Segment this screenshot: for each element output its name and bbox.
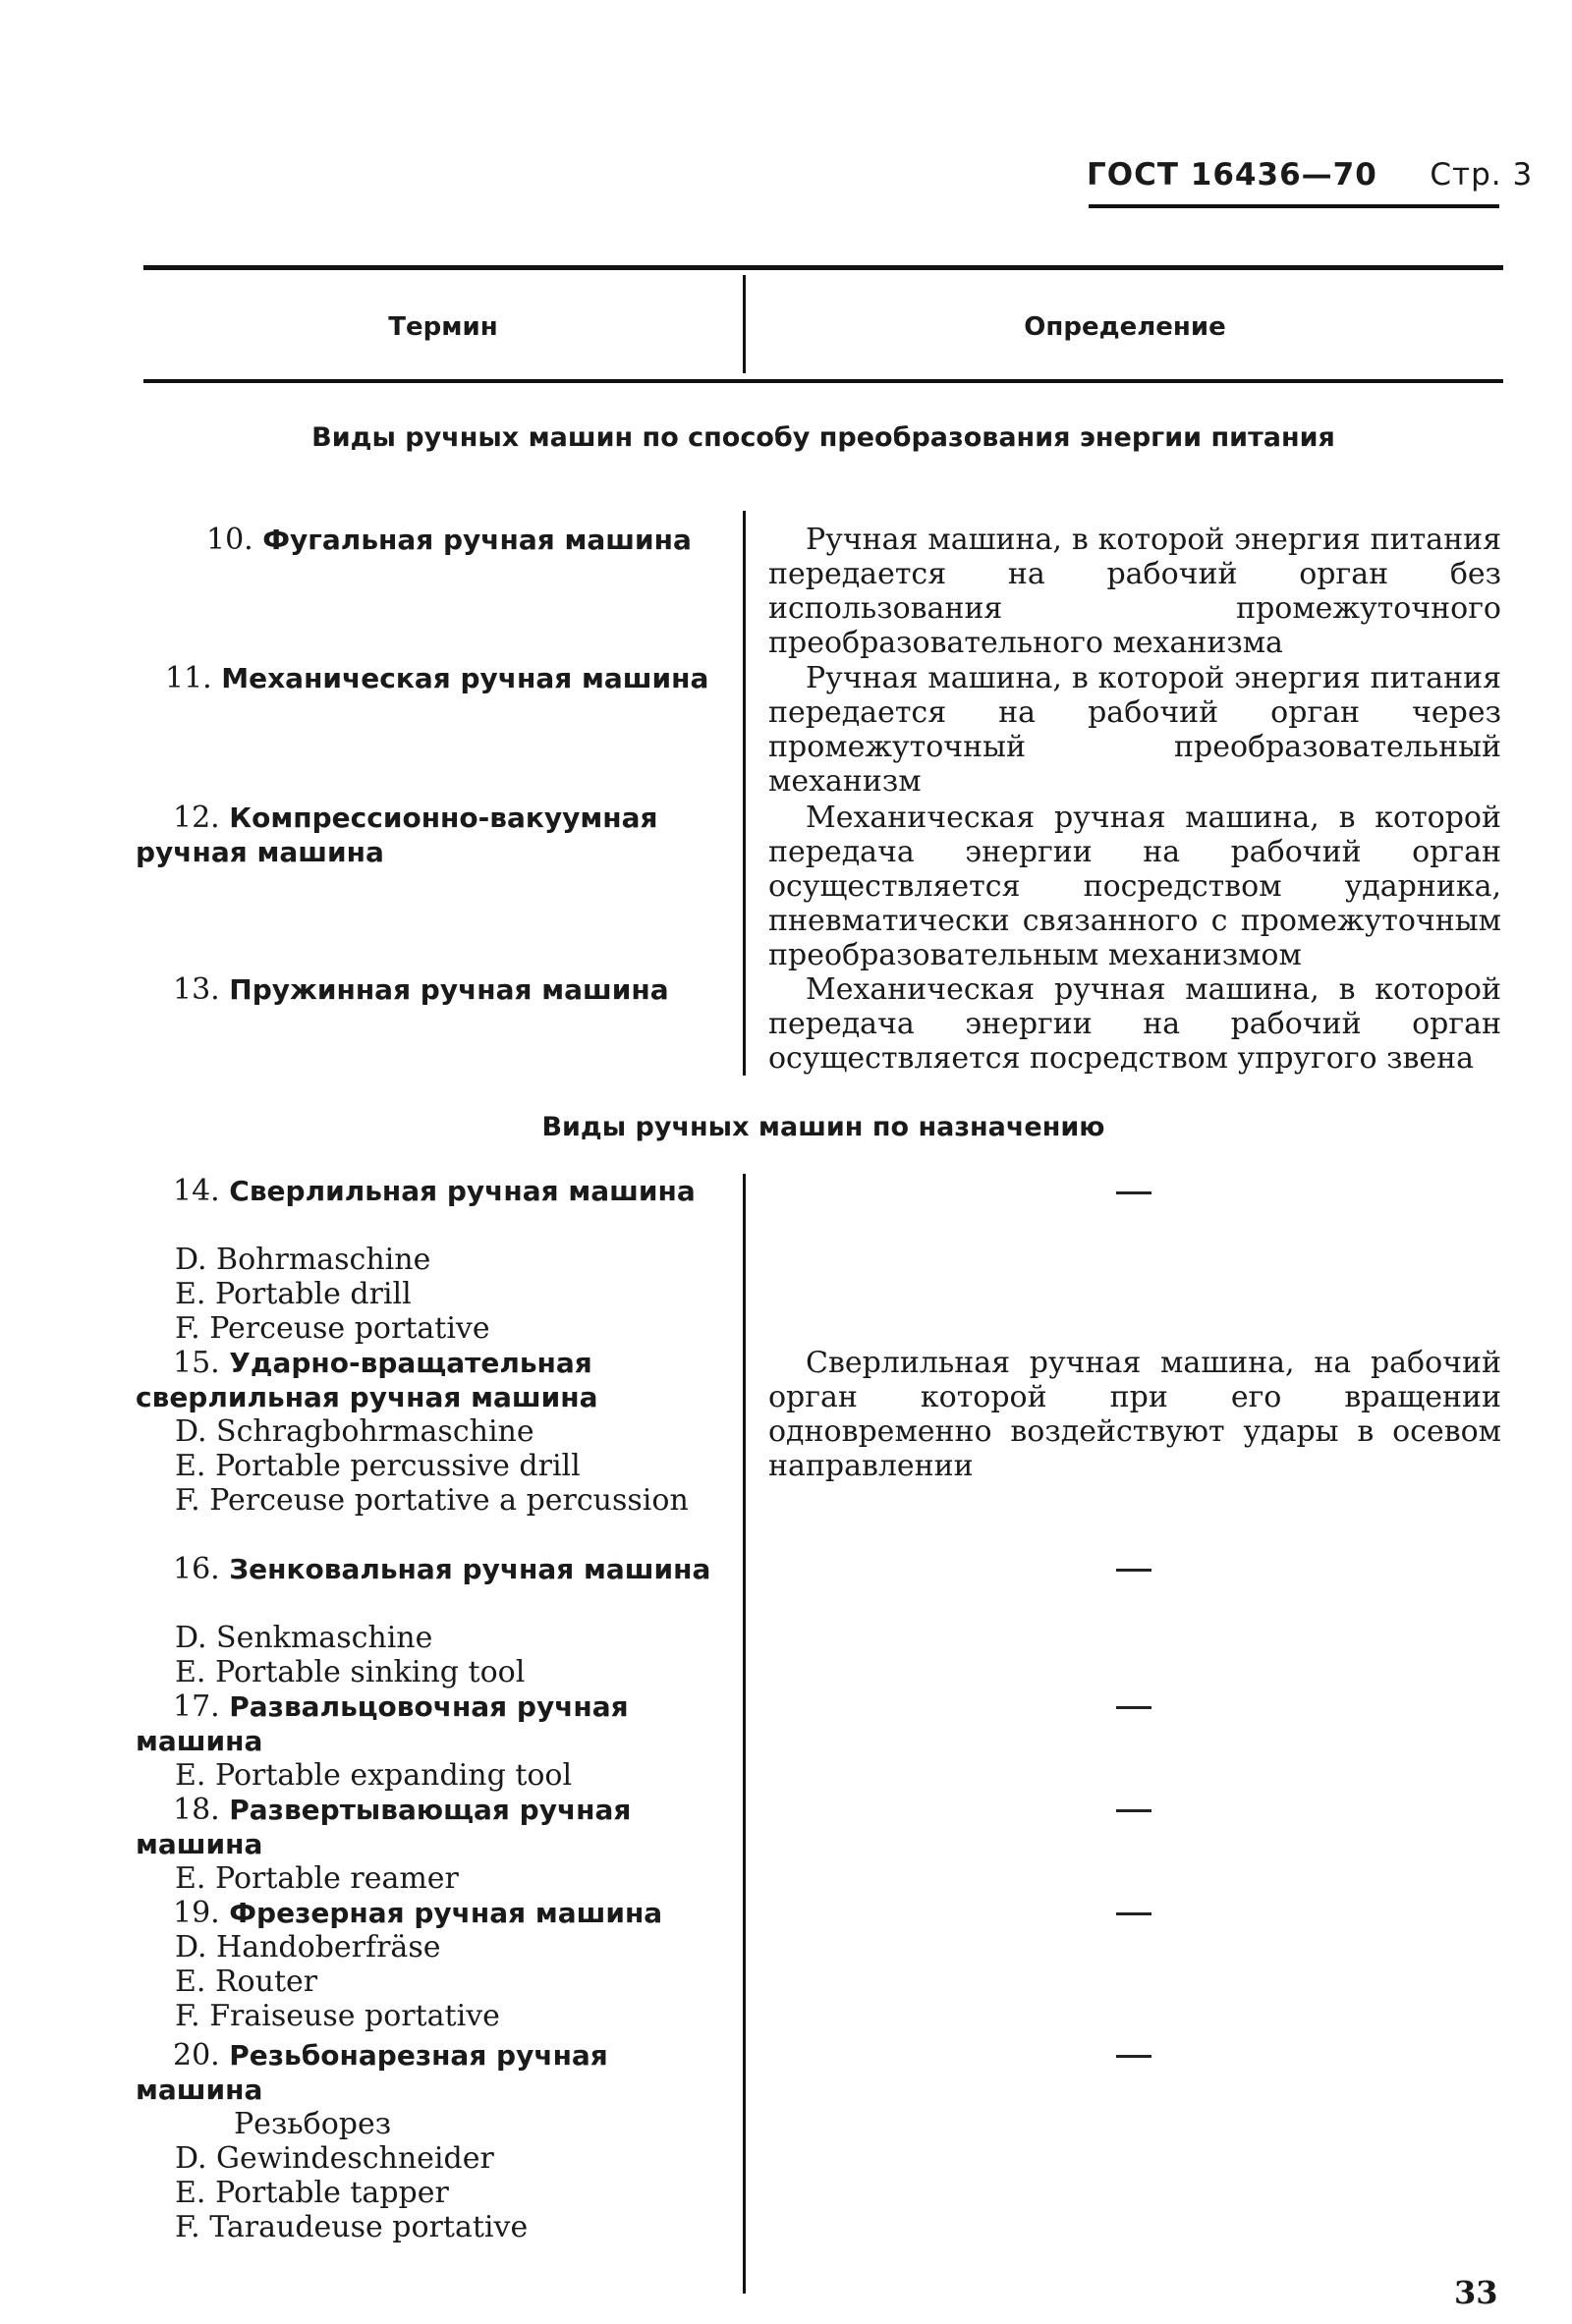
page-label: Стр. 3 [1430, 157, 1534, 193]
term-name: Ударно-вращательная сверлильная ручная машина [136, 1347, 598, 1413]
term-synonym: Резьборез [234, 2107, 392, 2141]
foreign-equivalent: D. Handoberfräse [175, 1930, 441, 1964]
column-divider [743, 1174, 746, 2294]
term-19 [136, 1896, 713, 1930]
term-name: Зенковальная ручная машина [229, 1553, 711, 1585]
term-10 [136, 523, 713, 557]
term-number: 18. [173, 1793, 220, 1827]
no-definition-dash [1116, 1706, 1151, 1709]
foreign-equivalent: D. Schragbohrmaschine [175, 1414, 534, 1449]
term-13 [136, 972, 713, 1007]
section-title: Виды ручных машин по способу преобразования энергии питания [311, 422, 1335, 453]
term-number: 14. [173, 1174, 220, 1208]
term-19-foreign [136, 1930, 713, 2033]
term-name: Сверлильная ручная машина [229, 1175, 696, 1207]
term-name: Развертывающая ручная машина [136, 1794, 632, 1860]
foreign-equivalent: D. Senkmaschine [175, 1621, 433, 1655]
foreign-equivalent: E. Portable expanding tool [175, 1758, 573, 1793]
foreign-equivalent: E. Portable sinking tool [175, 1655, 526, 1689]
definition-10: Ручная машина, в которой энергия питания передается на рабочий орган без использования промежуточного преобразовательного механизма [768, 523, 1501, 660]
term-14 [136, 1174, 713, 1208]
term-number: 17. [173, 1689, 220, 1724]
term-name: Пружинная ручная машина [229, 973, 669, 1006]
term-name: Фугальная ручная машина [262, 524, 692, 556]
definition-11: Ручная машина, в которой энергия питания передается на рабочий орган через промежуточный преобразовательный механизм [768, 661, 1501, 799]
term-name: Резьбонарезная ручная машина [136, 2039, 608, 2106]
term-number: 20. [173, 2038, 220, 2073]
document-header [1087, 157, 1533, 193]
term-16-foreign [136, 1621, 713, 1689]
standard-number: ГОСТ 16436—70 [1087, 157, 1377, 193]
foreign-equivalent: F. Perceuse portative [175, 1311, 490, 1346]
foreign-equivalent: D. Gewindeschneider [175, 2141, 494, 2176]
no-definition-dash [1116, 1569, 1151, 1572]
term-name: Компрессионно-вакуумная ручная машина [136, 802, 658, 868]
foreign-equivalent: F. Perceuse portative a percussion [175, 1483, 689, 1518]
term-number: 15. [173, 1346, 220, 1380]
term-20-foreign [136, 2107, 713, 2244]
term-15 [136, 1346, 713, 1414]
foreign-equivalent: D. Bohrmaschine [175, 1243, 431, 1277]
term-16 [136, 1552, 713, 1586]
term-number: 12. [173, 801, 220, 835]
foreign-equivalent: F. Taraudeuse portative [175, 2210, 529, 2244]
table-header-bottom-rule [143, 379, 1503, 383]
no-definition-dash [1116, 1912, 1151, 1915]
column-header-definition: Определение [1024, 312, 1226, 342]
term-12 [136, 801, 713, 869]
definition-15: Сверлильная ручная машина, на рабочий орган которой при его вращении одновременно воздействуют удары в осевом направлении [768, 1346, 1501, 1483]
no-definition-dash [1116, 1809, 1151, 1812]
term-17-foreign [136, 1758, 713, 1793]
column-divider [743, 511, 746, 1076]
foreign-equivalent: E. Portable percussive drill [175, 1449, 581, 1483]
definition-12: Механическая ручная машина, в которой передача энергии на рабочий орган осуществляется посредством ударника, пневматически связанного с промежуточным преобразовательным механизмом [768, 801, 1501, 972]
header-underline [1089, 204, 1499, 208]
foreign-equivalent: E. Portable drill [175, 1277, 412, 1311]
term-number: 13. [173, 972, 220, 1007]
no-definition-dash [1116, 1191, 1151, 1194]
foreign-equivalent: E. Portable reamer [175, 1861, 459, 1896]
term-number: 10. [206, 523, 253, 557]
term-name: Фрезерная ручная машина [229, 1897, 663, 1929]
foreign-equivalent: E. Router [175, 1964, 318, 1999]
definition-13: Механическая ручная машина, в которой передача энергии на рабочий орган осуществляется посредством упругого звена [768, 972, 1501, 1076]
no-definition-dash [1116, 2055, 1151, 2058]
section-title: Виды ручных машин по назначению [541, 1112, 1105, 1142]
foreign-equivalent: E. Portable tapper [175, 2176, 449, 2210]
term-name: Развальцовочная ручная машина [136, 1690, 629, 1757]
header-column-divider [743, 275, 746, 373]
term-17 [136, 1689, 713, 1758]
term-14-foreign [136, 1243, 713, 1346]
term-number: 19. [173, 1896, 220, 1930]
term-20 [136, 2038, 713, 2107]
term-number: 16. [173, 1552, 220, 1586]
term-11 [136, 661, 713, 695]
page-number: 33 [1454, 2274, 1498, 2311]
term-15-foreign [136, 1414, 713, 1518]
term-18 [136, 1793, 713, 1861]
column-header-term: Термин [388, 312, 498, 342]
table-top-rule [143, 265, 1503, 270]
foreign-equivalent: F. Fraiseuse portative [175, 1999, 500, 2033]
term-number: 11. [165, 661, 212, 695]
term-18-foreign [136, 1861, 713, 1896]
term-name: Механическая ручная машина [221, 662, 709, 694]
